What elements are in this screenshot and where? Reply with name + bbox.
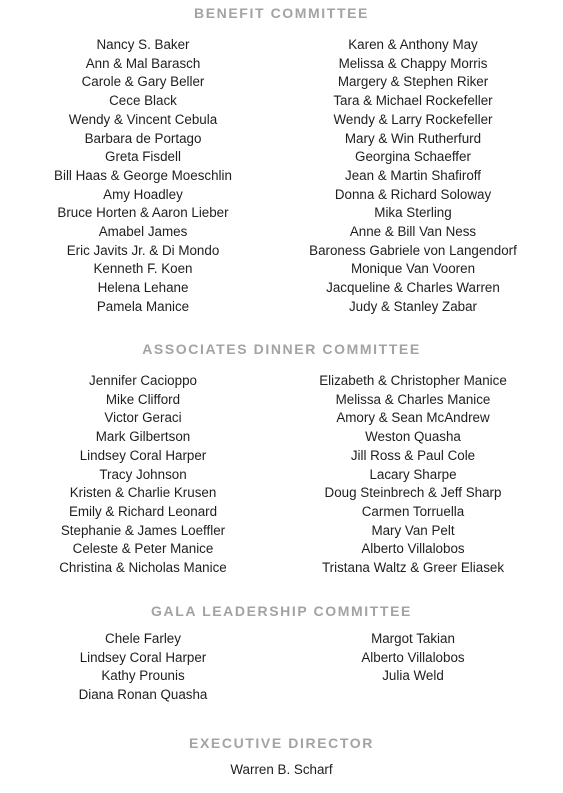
committee-member: Alberto Villalobos: [361, 541, 465, 557]
committee-member: Mark Gilbertson: [95, 429, 191, 445]
committee-member: Margery & Stephen Riker: [337, 74, 489, 90]
committee-member: Nancy S. Baker: [96, 37, 190, 52]
committee-member: Anne & Bill Van Ness: [349, 224, 477, 240]
committee-member: Eric Javits Jr. & Di Mondo: [66, 242, 220, 258]
committee-member: Doug Steinbrech & Jeff Sharp: [324, 485, 502, 501]
committee-member: Bill Haas & George Moeschlin: [54, 167, 232, 183]
committee-member: Jean & Martin Shafiroff: [345, 167, 481, 183]
committee-member: Melissa & Chappy Morris: [338, 55, 488, 71]
committee-member: Tara & Michael Rockefeller: [333, 93, 493, 109]
gala-leadership-committee-right-column: [278, 630, 548, 686]
committee-member: Mary Van Pelt: [371, 522, 455, 538]
benefit-committee-heading: BENEFIT COMMITTEE: [194, 5, 369, 21]
committee-member: Mary & Win Rutherfurd: [344, 130, 482, 146]
committee-member: Julia Weld: [382, 668, 444, 684]
committee-member: Stephanie & James Loeffler: [60, 522, 226, 538]
committee-member: Kristen & Charlie Krusen: [69, 485, 217, 501]
committee-member: Donna & Richard Soloway: [334, 186, 492, 202]
committee-member: Diana Ronan Quasha: [78, 687, 208, 703]
committee-member: Alberto Villalobos: [361, 649, 465, 665]
committee-member: Victor Geraci: [104, 410, 182, 426]
committee-member: Lindsey Coral Harper: [79, 447, 207, 463]
committee-member: Wendy & Larry Rockefeller: [333, 111, 493, 127]
committee-member: Mika Sterling: [374, 205, 452, 221]
committee-member: Margot Takian: [371, 631, 455, 646]
committee-member: Wendy & Vincent Cebula: [68, 111, 218, 127]
committee-member: Lacary Sharpe: [369, 466, 457, 482]
committee-member: Melissa & Charles Manice: [335, 391, 491, 407]
committee-member: Ann & Mal Barasch: [85, 55, 201, 71]
committee-member: Pamela Manice: [96, 298, 190, 314]
associates-dinner-committee-right-column: [278, 372, 548, 578]
committee-member: Tristana Waltz & Greer Eliasek: [321, 560, 505, 576]
committee-member: Carmen Torruella: [361, 503, 465, 519]
gala-leadership-committee-left-column: [8, 630, 278, 705]
committee-member: Jacqueline & Charles Warren: [326, 280, 500, 296]
committee-member: Judy & Stanley Zabar: [348, 298, 478, 314]
committee-member: Greta Fisdell: [105, 149, 181, 165]
committee-member: Jennifer Cacioppo: [89, 373, 197, 388]
benefit-committee-left-column: [8, 36, 278, 317]
committee-member: Georgina Schaeffer: [355, 149, 471, 165]
committee-member: Chele Farley: [105, 631, 181, 646]
committee-member: Christina & Nicholas Manice: [59, 560, 227, 576]
executive-director-heading: EXECUTIVE DIRECTOR: [189, 735, 374, 751]
committee-member: Emily & Richard Leonard: [68, 503, 218, 519]
committee-member: Baroness Gabriele von Langendorf: [309, 242, 517, 258]
committee-member: Cece Black: [109, 93, 177, 109]
committee-member: Karen & Anthony May: [348, 37, 478, 52]
committee-member: Monique Van Vooren: [350, 261, 476, 277]
committee-member: Amory & Sean McAndrew: [336, 410, 490, 426]
committee-member: Bruce Horten & Aaron Lieber: [57, 205, 229, 221]
committee-member: Kenneth F. Koen: [93, 261, 193, 277]
committee-member: Barbara de Portago: [84, 130, 202, 146]
gala-leadership-committee-heading: GALA LEADERSHIP COMMITTEE: [151, 603, 412, 619]
committee-member: Weston Quasha: [365, 429, 461, 445]
executive-director-name: Warren B. Scharf: [230, 762, 333, 777]
committee-member: Amy Hoadley: [103, 186, 183, 202]
committee-member: Elizabeth & Christopher Manice: [319, 373, 507, 388]
benefit-committee-right-column: [278, 36, 548, 317]
committee-member: Mike Clifford: [105, 391, 181, 407]
associates-dinner-committee-heading: ASSOCIATES DINNER COMMITTEE: [142, 341, 421, 357]
committee-member: Amabel James: [98, 224, 188, 240]
committee-member: Lindsey Coral Harper: [79, 649, 207, 665]
committee-member: Carole & Gary Beller: [81, 74, 205, 90]
committee-member: Celeste & Peter Manice: [72, 541, 214, 557]
committee-member: Helena Lehane: [97, 280, 189, 296]
committee-member: Kathy Prounis: [101, 668, 185, 684]
associates-dinner-committee-left-column: [8, 372, 278, 578]
committee-member: Jill Ross & Paul Cole: [350, 447, 476, 463]
committee-member: Tracy Johnson: [99, 466, 187, 482]
